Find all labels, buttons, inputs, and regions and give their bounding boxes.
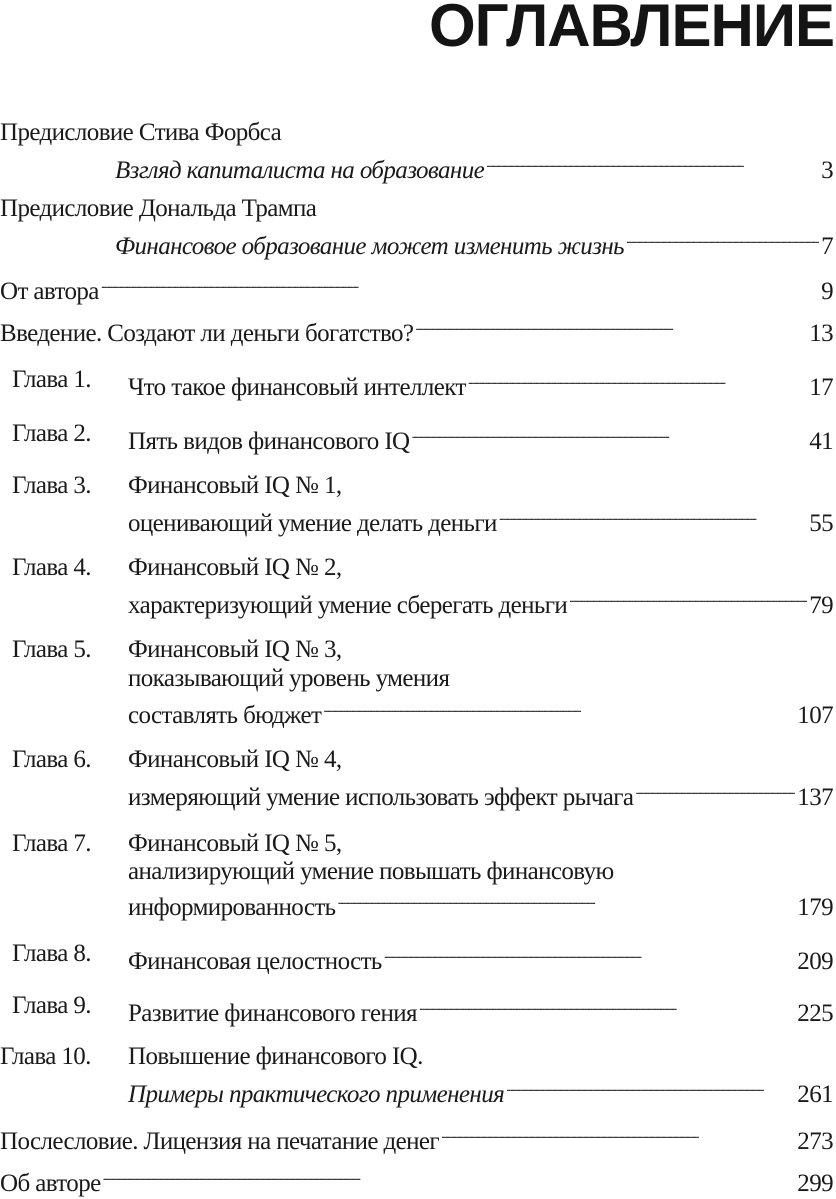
leader-dots bbox=[626, 224, 819, 254]
leader-dots bbox=[103, 1161, 796, 1191]
toc-entry-title: Пять видов финансового IQ bbox=[128, 428, 410, 455]
toc-entry-title: Финансовая целостность bbox=[128, 948, 382, 975]
leader-dots bbox=[506, 1072, 795, 1102]
toc-entry-title: Введение. Создают ли деньги богатство? bbox=[0, 320, 414, 347]
toc-entry-title-line-1: Финансовый IQ № 1, bbox=[128, 472, 342, 499]
toc-entry-about-author[interactable] bbox=[0, 1161, 833, 1197]
leader-dots bbox=[323, 693, 795, 723]
toc-page-number: 13 bbox=[809, 320, 833, 347]
toc-page-number: 137 bbox=[797, 784, 833, 811]
toc-entry-foreword-1[interactable] bbox=[115, 148, 833, 184]
toc-entry-chapter-6[interactable] bbox=[128, 775, 833, 811]
toc-entry-chapter-3[interactable] bbox=[128, 501, 833, 537]
chapter-label: Глава 3. bbox=[12, 472, 91, 499]
toc-entry-chapter-9[interactable] bbox=[128, 991, 833, 1027]
leader-dots bbox=[337, 885, 795, 915]
toc-entry-title: От автора bbox=[0, 278, 99, 305]
toc-entry-title-line-1: Финансовый IQ № 5, bbox=[128, 830, 342, 857]
chapter-label: Глава 7. bbox=[12, 830, 91, 857]
toc-entry-title: Взгляд капиталиста на образование bbox=[115, 157, 485, 184]
toc-page-number: 209 bbox=[797, 948, 833, 975]
toc-entry-title: Послесловие. Лицензия на печатание денег bbox=[0, 1128, 440, 1155]
toc-entry-title: измеряющий умение использовать эффект рычага bbox=[128, 784, 634, 811]
toc-page-number: 299 bbox=[797, 1170, 833, 1197]
chapter-label: Глава 5. bbox=[12, 636, 91, 663]
toc-entry-title-line-1: Финансовый IQ № 4, bbox=[128, 746, 342, 773]
toc-entry-title-line-1: Финансовый IQ № 2, bbox=[128, 554, 342, 581]
toc-entry-title: Финансовое образование может изменить жизнь bbox=[115, 233, 624, 260]
toc-page-number: 17 bbox=[809, 374, 833, 401]
toc-page-number: 261 bbox=[797, 1081, 833, 1108]
toc-foreword-1-heading: Предисловие Стива Форбса bbox=[0, 119, 282, 146]
page-title: ОГЛАВЛЕНИЕ bbox=[428, 0, 834, 59]
toc-entry-title: информированность bbox=[128, 894, 336, 921]
chapter-label: Глава 8. bbox=[12, 940, 91, 967]
chapter-label: Глава 1. bbox=[12, 366, 91, 393]
toc-page-number: 225 bbox=[797, 1000, 833, 1027]
toc-entry-afterword[interactable] bbox=[0, 1119, 833, 1155]
toc-entry-title: Примеры практического применения bbox=[128, 1081, 505, 1108]
leader-dots bbox=[468, 365, 807, 395]
leader-dots bbox=[412, 419, 808, 449]
toc-page-number: 41 bbox=[809, 428, 833, 455]
chapter-label: Глава 6. bbox=[12, 746, 91, 773]
chapter-label: Глава 2. bbox=[12, 420, 91, 447]
toc-page-number: 179 bbox=[797, 894, 833, 921]
toc-entry-foreword-2[interactable] bbox=[115, 224, 833, 260]
toc-entry-chapter-5[interactable] bbox=[128, 693, 833, 729]
toc-page-number: 55 bbox=[809, 510, 833, 537]
toc-page-number: 7 bbox=[821, 233, 833, 260]
toc-entry-from-author[interactable] bbox=[0, 269, 833, 305]
toc-entry-title: Развитие финансового гения bbox=[128, 1000, 417, 1027]
toc-entry-chapter-4[interactable] bbox=[128, 583, 833, 619]
leader-dots bbox=[101, 269, 819, 299]
toc-entry-title: Об авторе bbox=[0, 1170, 101, 1197]
chapter-label: Глава 10. bbox=[0, 1043, 91, 1070]
leader-dots bbox=[486, 148, 819, 178]
toc-page-number: 79 bbox=[809, 592, 833, 619]
toc-entry-title-line-2: показывающий уровень умения bbox=[128, 665, 450, 692]
toc-entry-title-line-2: анализирующий умение повышать финансовую bbox=[128, 858, 614, 885]
leader-dots bbox=[441, 1119, 795, 1149]
leader-dots bbox=[499, 501, 807, 531]
toc-entry-title-line-1: Финансовый IQ № 3, bbox=[128, 636, 342, 663]
toc-entry-title: Что такое финансовый интеллект bbox=[128, 374, 466, 401]
leader-dots bbox=[419, 991, 795, 1021]
leader-dots bbox=[569, 583, 807, 613]
toc-entry-title: составлять бюджет bbox=[128, 702, 322, 729]
toc-page-number: 3 bbox=[821, 157, 833, 184]
leader-dots bbox=[635, 775, 795, 805]
chapter-label: Глава 9. bbox=[12, 992, 91, 1019]
leader-dots bbox=[415, 311, 807, 341]
toc-page-number: 273 bbox=[797, 1128, 833, 1155]
toc-page-number: 107 bbox=[797, 702, 833, 729]
toc-entry-title-line-1: Повышение финансового IQ. bbox=[128, 1043, 423, 1070]
toc-entry-chapter-7[interactable] bbox=[128, 885, 833, 921]
toc-entry-title: оценивающий умение делать деньги bbox=[128, 510, 497, 537]
toc-entry-chapter-2[interactable] bbox=[128, 419, 833, 455]
toc-foreword-2-heading: Предисловие Дональда Трампа bbox=[0, 195, 317, 222]
chapter-label: Глава 4. bbox=[12, 554, 91, 581]
toc-entry-chapter-1[interactable] bbox=[128, 365, 833, 401]
toc-entry-chapter-10[interactable] bbox=[128, 1072, 833, 1108]
toc-entry-title: характеризующий умение сберегать деньги bbox=[128, 592, 568, 619]
toc-entry-introduction[interactable] bbox=[0, 311, 833, 347]
toc-entry-chapter-8[interactable] bbox=[128, 939, 833, 975]
toc-page-number: 9 bbox=[821, 278, 833, 305]
leader-dots bbox=[384, 939, 796, 969]
